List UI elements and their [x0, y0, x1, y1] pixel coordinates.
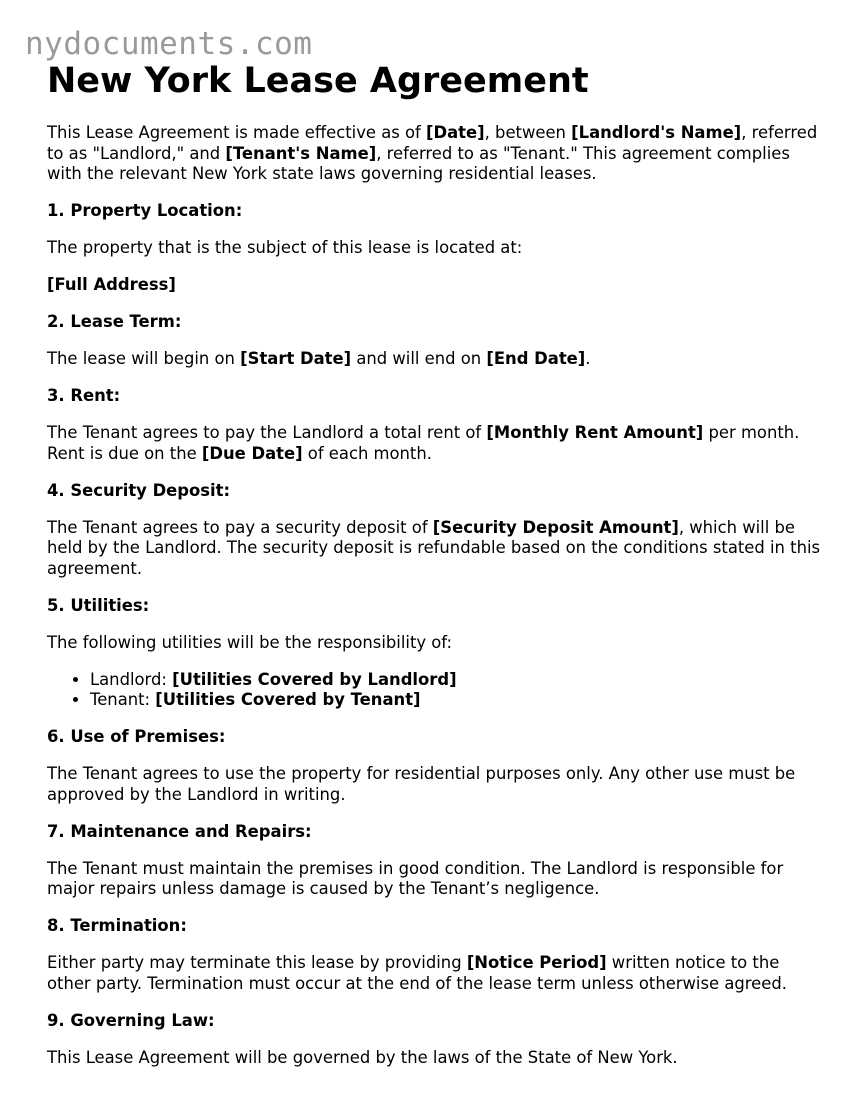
- section-heading-security-deposit: 4. Security Deposit:: [47, 480, 231, 500]
- termination-text: [47, 953, 827, 994]
- lease-document: [47, 58, 827, 1068]
- section-heading-utilities: 5. Utilities:: [47, 595, 150, 615]
- section-heading-lease-term: 2. Lease Term:: [47, 312, 182, 331]
- utility-party-label: Landlord:: [90, 669, 173, 689]
- rent-text-part: per month. Rent is due on the: [47, 423, 800, 463]
- lease-term-text-part: .: [585, 349, 591, 368]
- rent-text: [47, 423, 827, 464]
- section-heading-governing-law: 9. Governing Law:: [47, 1010, 215, 1030]
- full-address-value: [Full Address]: [47, 275, 176, 294]
- rent-text-part: of each month.: [302, 443, 432, 463]
- security-deposit-placeholder: [Security Deposit Amount]: [432, 517, 679, 537]
- deposit-text-part: The Tenant agrees to pay a security deposit of: [47, 517, 433, 537]
- tenant-utilities-placeholder: [Utilities Covered by Tenant]: [155, 690, 421, 709]
- intro-text: , between: [484, 123, 572, 142]
- use-of-premises-text: The Tenant agrees to use the property for residential purposes only. Any other use must be approved by the Landlord in writing.: [47, 764, 796, 804]
- maintenance-text: The Tenant must maintain the premises in good condition. The Landlord is responsible for major repairs unless damage is caused by the Tenant’s negligence.: [47, 858, 784, 898]
- lease-term-text-part: The lease will begin on: [47, 349, 241, 368]
- document-title: New York Lease Agreement: [47, 61, 589, 101]
- notice-period-placeholder: [Notice Period]: [466, 953, 607, 972]
- governing-law-text: This Lease Agreement will be governed by the laws of the State of New York.: [47, 1047, 678, 1067]
- section-heading-use-of-premises: 6. Use of Premises:: [47, 727, 226, 746]
- security-deposit-text: [47, 518, 827, 580]
- lease-term-text-part: and will end on: [351, 349, 487, 368]
- landlord-utilities-placeholder: [Utilities Covered by Landlord]: [172, 669, 457, 689]
- landlord-name-placeholder: [Landlord's Name]: [571, 123, 742, 142]
- intro-paragraph: [47, 123, 827, 185]
- intro-text: , referred to as "Tenant." This agreement complies with the relevant New York state laws governing residential leases.: [47, 143, 790, 183]
- section-heading-termination: 8. Termination:: [47, 916, 187, 935]
- due-date-placeholder: [Due Date]: [201, 443, 303, 463]
- utilities-text: The following utilities will be the responsibility of:: [47, 632, 453, 652]
- address-placeholder: [47, 275, 827, 296]
- start-date-placeholder: [Start Date]: [240, 349, 352, 368]
- rent-text-part: The Tenant agrees to pay the Landlord a total rent of: [47, 423, 487, 442]
- utility-party-label: Tenant:: [90, 690, 156, 709]
- intro-text: , referred to as "Landlord," and: [47, 123, 818, 163]
- section-heading-rent: 3. Rent:: [47, 386, 121, 405]
- end-date-placeholder: [End Date]: [486, 349, 586, 368]
- deposit-text-part: , which will be held by the Landlord. The security deposit is refundable based on the conditions stated in this agreement.: [47, 517, 821, 578]
- date-placeholder: [Date]: [426, 123, 485, 142]
- termination-text-part: written notice to the other party. Termination must occur at the end of the lease term unless otherwise agreed.: [47, 953, 787, 993]
- site-watermark: nydocuments.com: [25, 26, 313, 62]
- monthly-rent-placeholder: [Monthly Rent Amount]: [486, 423, 704, 442]
- termination-text-part: Either party may terminate this lease by providing: [47, 953, 467, 972]
- intro-text: This Lease Agreement is made effective as of: [47, 123, 427, 142]
- lease-term-text: [47, 349, 827, 370]
- property-location-text: The property that is the subject of this lease is located at:: [47, 238, 523, 257]
- list-item: [90, 670, 827, 691]
- list-item: [90, 690, 827, 711]
- section-heading-property-location: 1. Property Location:: [47, 201, 243, 220]
- utilities-list: [47, 670, 827, 711]
- section-heading-maintenance: 7. Maintenance and Repairs:: [47, 821, 312, 841]
- tenant-name-placeholder: [Tenant's Name]: [225, 143, 377, 163]
